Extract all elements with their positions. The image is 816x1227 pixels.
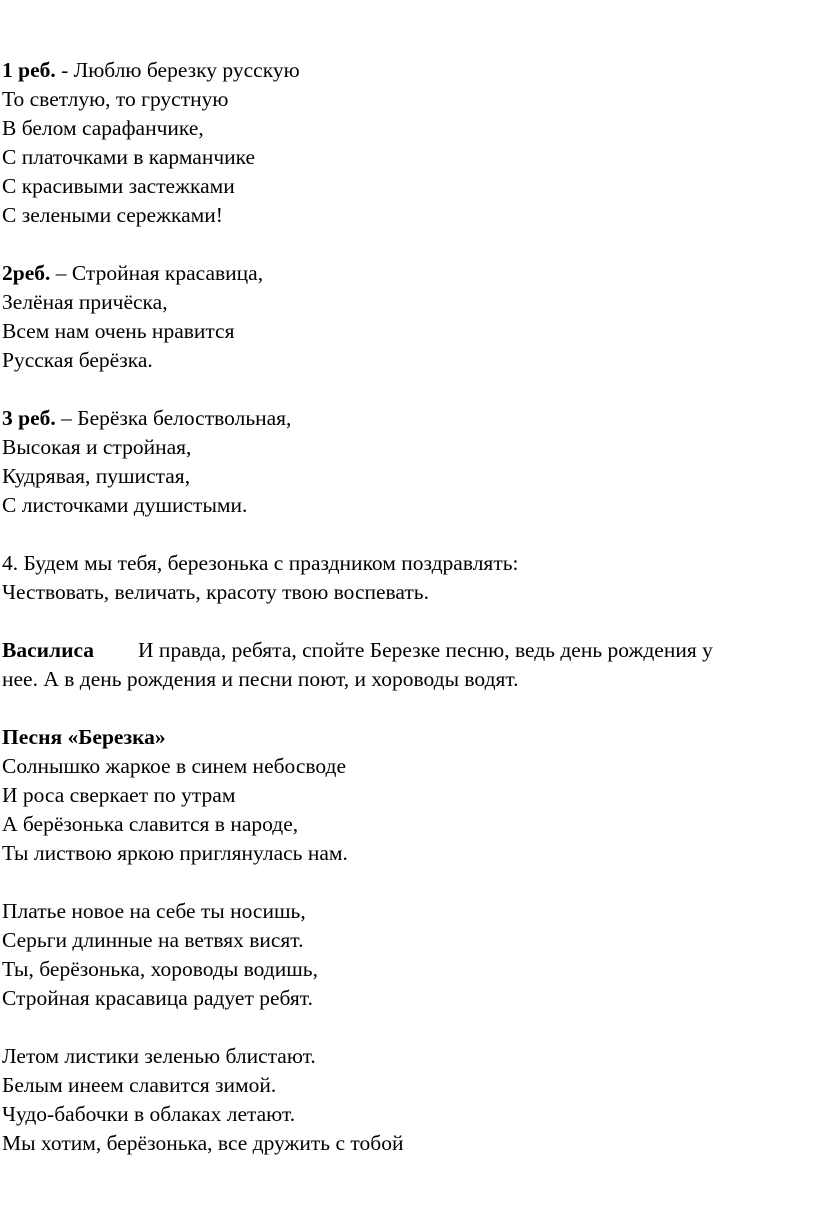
spacer [2, 520, 812, 549]
verse-line [2, 404, 812, 433]
remark-text: И правда, ребята, спойте Березке песню, ведь день рождения у [138, 638, 713, 662]
verse-line: Чествовать, величать, красоту твою воспевать. [2, 580, 429, 604]
verse-line: То светлую, то грустную [2, 87, 229, 111]
verse-4 [2, 549, 812, 607]
verse-text: – Стройная красавица, [50, 261, 264, 285]
song-line: Ты листвою яркою приглянулась нам. [2, 841, 348, 865]
spacer [2, 230, 812, 259]
song-line: Чудо-бабочки в облаках летают. [2, 1102, 296, 1126]
verse-line: Русская берёзка. [2, 348, 153, 372]
song-line: Серьги длинные на ветвях висят. [2, 928, 304, 952]
verse-line: С платочками в карманчике [2, 145, 256, 169]
verse-text: – Берёзка белоствольная, [55, 406, 292, 430]
speaker-label: 1 реб. [2, 58, 56, 82]
verse-line: Высокая и стройная, [2, 435, 192, 459]
document-page [2, 56, 812, 1158]
spacer [2, 694, 812, 723]
song [2, 723, 812, 1158]
song-line: Солнышко жаркое в синем небосводе [2, 754, 346, 778]
song-line: И роса сверкает по утрам [2, 783, 236, 807]
speaker-label: 2реб. [2, 261, 51, 285]
vasilisa-remark [2, 636, 812, 694]
verse-line: С зелеными сережками! [2, 203, 223, 227]
verse-line: Всем нам очень нравится [2, 319, 235, 343]
verse-text: - Люблю березку русскую [55, 58, 300, 82]
song-line: Платье новое на себе ты носишь, [2, 899, 306, 923]
verse-line: С листочками душистыми. [2, 493, 248, 517]
spacer [2, 868, 812, 897]
verse-line: В белом сарафанчике, [2, 116, 204, 140]
speaker-label: Василиса [2, 638, 95, 662]
song-line: Летом листики зеленью блистают. [2, 1044, 316, 1068]
spacer [2, 607, 812, 636]
verse-line: Зелёная причёска, [2, 290, 168, 314]
verse-2 [2, 259, 812, 375]
verse-line [2, 56, 812, 85]
remark-line [2, 636, 812, 665]
song-line: Мы хотим, берёзонька, все дружить с тобой [2, 1131, 404, 1155]
verse-3 [2, 404, 812, 520]
speaker-label: 3 реб. [2, 406, 56, 430]
song-line: Ты, берёзонька, хороводы водишь, [2, 957, 318, 981]
spacer [2, 375, 812, 404]
verse-line [2, 259, 812, 288]
song-line: Белым инеем славится зимой. [2, 1073, 277, 1097]
verse-line: Кудрявая, пушистая, [2, 464, 191, 488]
song-line: Стройная красавица радует ребят. [2, 986, 313, 1010]
song-line: А берёзонька славится в народе, [2, 812, 299, 836]
song-title: Песня «Березка» [2, 725, 166, 749]
verse-1 [2, 56, 812, 230]
spacer [2, 1013, 812, 1042]
verse-line: 4. Будем мы тебя, березонька с праздником поздравлять: [2, 551, 519, 575]
verse-line: С красивыми застежками [2, 174, 235, 198]
remark-line: нее. А в день рождения и песни поют, и хороводы водят. [2, 667, 519, 691]
